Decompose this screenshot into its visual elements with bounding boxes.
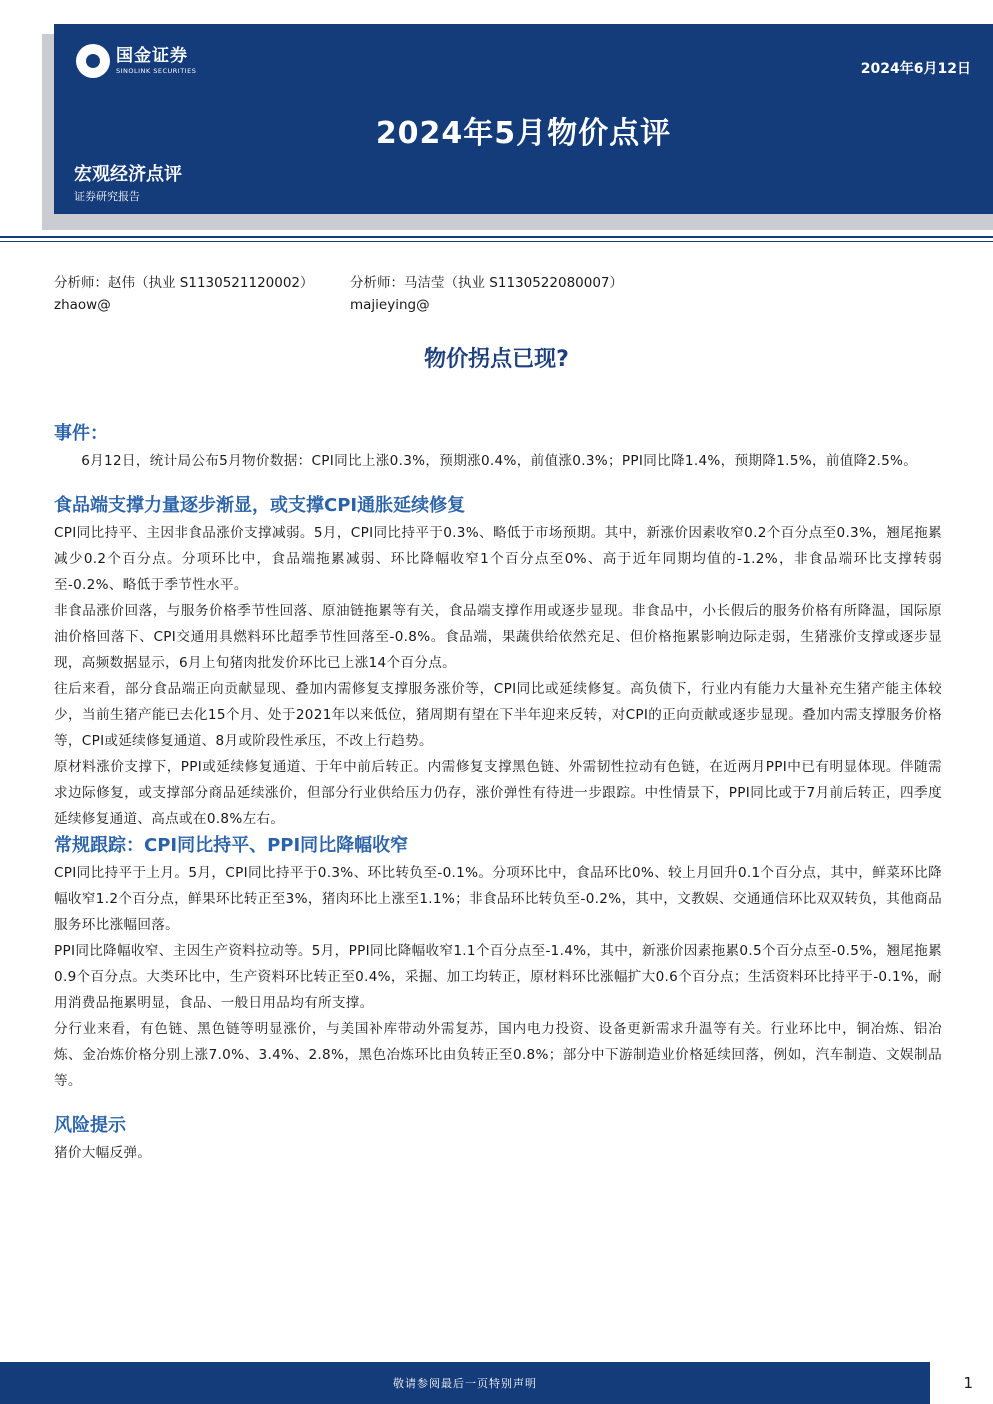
report-body [54, 420, 942, 1166]
food-paragraph-2: 非食品涨价回落，与服务价格季节性回落、原油链拖累等有关，食品端支撑作用或逐步显现。非食品中，小长假后的服务价格有所降温，国际原油价格回落下、CPI交通用具燃料环比超季节性回落至-0.8%。食品端，果蔬供给依然充足、但价格拖累影响边际走弱，生猪涨价支撑或逐步显现，高频数据显示，6月上旬猪肉批发价环比已上涨14个百分点。 [54, 603, 942, 671]
analyst-email[interactable]: zhaow@ [54, 297, 111, 313]
report-type: 宏观经济点评 [74, 164, 182, 185]
section-heading-routine: 常规跟踪：CPI同比持平、PPI同比降幅收窄 [54, 835, 409, 856]
section-heading-risk: 风险提示 [54, 1115, 126, 1136]
section-heading-event: 事件： [54, 423, 108, 444]
header-divider-thin [0, 241, 993, 242]
event-paragraph: 6月12日，统计局公布5月物价数据：CPI同比上涨0.3%，预期涨0.4%，前值涨0.3%；PPI同比降1.4%，预期降1.5%，前值降2.5%。 [81, 453, 918, 469]
report-date: 2024年6月12日 [860, 61, 971, 77]
report-title: 2024年5月物价点评 [375, 116, 672, 151]
analyst-name-license: 分析师：马洁莹（执业 S1130522080007） [350, 275, 624, 291]
page-number: 1 [963, 1374, 973, 1392]
food-paragraph-1: CPI同比持平、主因非食品涨价支撑减弱。5月，CPI同比持平于0.3%、略低于市场预期。其中，新涨价因素收窄0.2个百分点至0.3%，翘尾拖累减少0.2个百分点。分项环比中，食品端拖累减弱、环比降幅收窄1个百分点至0%、高于近年同期均值的-1.2%，非食品端环比支撑转弱至-0.2%、略低于季节性水平。 [54, 525, 942, 593]
analyst-zhao-wei [54, 272, 314, 316]
routine-paragraph-2: PPI同比降幅收窄、主因生产资料拉动等。5月，PPI同比降幅收窄1.1个百分点至-1.4%，其中，新涨价因素拖累0.5个百分点至-0.5%，翘尾拖累0.9个百分点。大类环比中，生产资料环比转正至0.4%，采掘、加工均转正，原材料环比涨幅扩大0.6个百分点；生活资料环比持平于-0.1%，耐用消费品拖累明显，食品、一般日用品均有所支撑。 [54, 943, 942, 1011]
routine-paragraph-1: CPI同比持平于上月。5月，CPI同比持平于0.3%、环比转负至-0.1%。分项环比中，食品环比0%、较上月回升0.1个百分点，其中，鲜菜环比降幅收窄1.2个百分点，鲜果环比转正至3%，猪肉环比上涨至1.1%；非食品环比转负至-0.2%，其中，文教娱、交通通信环比双双转负，其他商品服务环比涨幅回落。 [54, 865, 942, 933]
main-title: 物价拐点已现? [424, 347, 569, 372]
report-subtype: 证券研究报告 [74, 190, 140, 203]
food-paragraph-4: 原材料涨价支撑下，PPI或延续修复通道、于年中前后转正。内需修复支撑黑色链、外需韧性拉动有色链，在近两月PPI中已有明显体现。伴随需求边际修复，或支撑部分商品延续涨价，但部分行业供给压力仍存，涨价弹性有待进一步跟踪。中性情景下，PPI同比或于7月前后转正，四季度延续修复通道、高点或在0.8%左右。 [54, 759, 942, 827]
section-heading-food: 食品端支撑力量逐步渐显，或支撑CPI通胀延续修复 [54, 495, 466, 516]
footer-bar [0, 1362, 930, 1404]
sinolink-logo-icon [76, 44, 110, 78]
header-divider [0, 236, 993, 238]
analyst-email[interactable]: majieying@ [350, 297, 430, 313]
company-logo [76, 44, 196, 78]
analyst-ma-jieying [350, 272, 623, 316]
analyst-name-license: 分析师：赵伟（执业 S1130521120002） [54, 275, 314, 291]
report-header [54, 24, 993, 214]
food-paragraph-3: 往后来看，部分食品端正向贡献显现、叠加内需修复支撑服务涨价等，CPI同比或延续修复。高负债下，行业内有能力大量补充生猪产能主体较少，当前生猪产能已去化15个月、处于2021年以来低位，猪周期有望在下半年迎来反转，对CPI的正向贡献或逐步显现。叠加内需支撑服务价格等，CPI或延续修复通道、8月或阶段性承压，不改上行趋势。 [54, 681, 942, 749]
footer-disclaimer-note: 敬请参阅最后一页特别声明 [393, 1377, 537, 1390]
risk-paragraph: 猪价大幅反弹。 [54, 1145, 152, 1161]
routine-paragraph-3: 分行业来看，有色链、黑色链等明显涨价，与美国补库带动外需复苏，国内电力投资、设备更新需求升温等有关。行业环比中，铜冶炼、铝冶炼、金冶炼价格分别上涨7.0%、3.4%、2.8%，黑色冶炼环比由负转正至0.8%；部分中下游制造业价格延续回落，例如，汽车制造、文娱制品等。 [54, 1021, 942, 1089]
logo-name-cn: 国金证券 [116, 45, 188, 66]
logo-name-en: SINOLINK SECURITIES [116, 66, 197, 75]
